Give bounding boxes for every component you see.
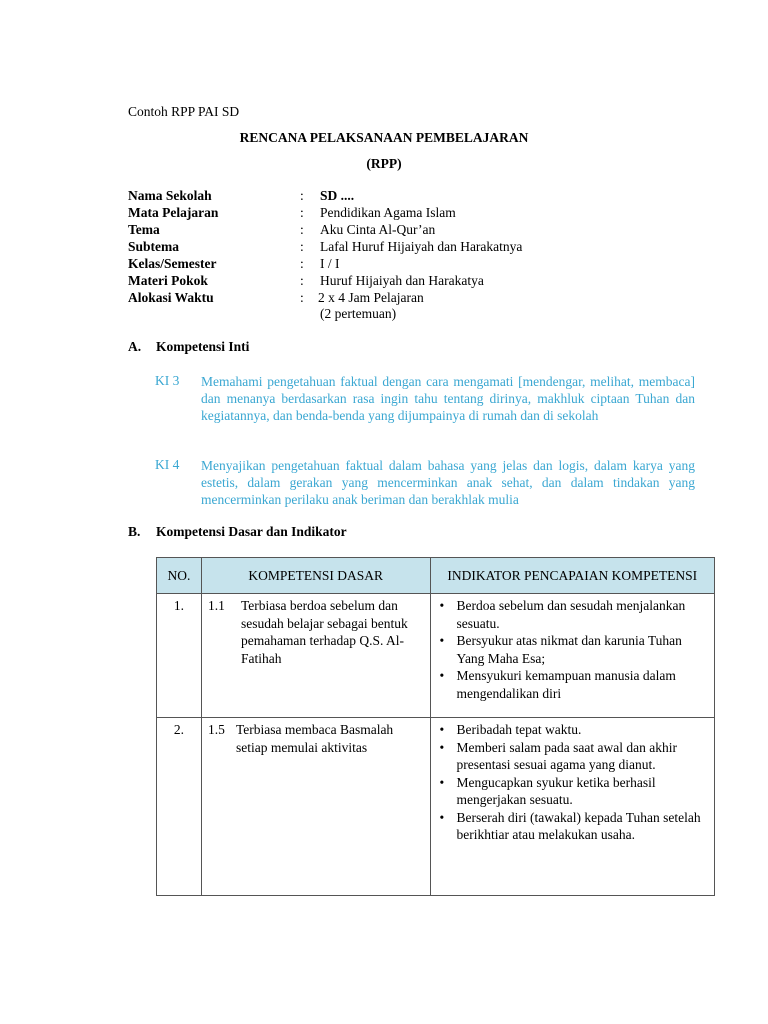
bullet-icon: • [439,722,445,737]
table-row [157,594,715,718]
table-row [157,718,715,896]
list-item: • Berserah diri (tawakal) kepada Tuhan setelah berikhtiar atau melakukan usaha. [439,809,701,842]
identity-value-class: I / I [320,256,340,271]
identity-value-time-note: (2 pertemuan) [320,306,397,321]
document-title: RENCANA PELAKSANAAN PEMBELAJARAN [239,130,529,145]
identity-value-school: SD .... [320,188,355,203]
section-a-title: Kompetensi Inti [156,339,250,354]
identity-colon: : [300,222,304,237]
identity-label-subtheme: Subtema [128,239,180,254]
identity-value-subtheme: Lafal Huruf Hijaiyah dan Harakatnya [320,239,523,254]
identity-label-material: Materi Pokok [128,273,208,288]
list-item: • Mengucapkan syukur ketika berhasil mengerjakan sesuatu. [439,774,656,807]
identity-colon: : [300,239,304,254]
section-b-letter: B. [128,524,141,539]
kd-cell [201,718,430,896]
identity-label-school: Nama Sekolah [128,188,212,203]
list-item: • Bersyukur atas nikmat dan karunia Tuhan Yang Maha Esa; [439,633,682,666]
kd-number: 1.1 [207,598,225,613]
document-header-label: Contoh RPP PAI SD [128,104,240,119]
identity-colon: : [300,256,304,271]
identity-value-subject: Pendidikan Agama Islam [320,205,456,220]
list-item: • Memberi salam pada saat awal dan akhir presentasi sesuai agama yang dianut. [439,739,677,772]
bullet-icon: • [439,809,445,825]
row-number: 2. [157,718,202,896]
row-number: 1. [157,594,202,718]
section-a-letter: A. [128,339,142,354]
ki3-code: KI 3 [155,373,180,388]
identity-label-theme: Tema [128,222,160,237]
identity-label-time: Alokasi Waktu [128,290,214,305]
table-header-row [157,558,715,594]
indicator-cell [430,594,714,718]
ki3-text: Memahami pengetahuan faktual dengan cara mengamati [mendengar, melihat, membaca] dan menanya berdasarkan rasa ingin tahu tentang dirinya, makhluk ciptaan Tuhan dan kegiatannya, dan benda-benda yang dijumpainya di rumah dan di sekolah [201,374,695,423]
identity-colon: : [300,205,304,220]
identity-colon: : [300,273,304,288]
identity-value-theme: Aku Cinta Al-Qur’an [320,222,436,237]
identity-colon: : [300,188,304,203]
list-item: • Mensyukuri kemampuan manusia dalam mengendalikan diri [439,668,676,701]
bullet-icon: • [439,668,445,683]
kd-text: Terbiasa membaca Basmalah setiap memulai aktivitas [235,722,394,755]
bullet-icon: • [439,739,445,755]
document-subtitle: (RPP) [366,156,402,171]
competency-table [156,557,715,896]
kd-text: Terbiasa berdoa sebelum dan sesudah belajar sebagai bentuk pemahaman terhadap Q.S. Al-Fatihah [240,598,408,666]
ki4-code: KI 4 [155,457,180,472]
identity-label-subject: Mata Pelajaran [128,205,219,220]
bullet-icon: • [439,598,445,613]
list-item: • Beribadah tepat waktu. [439,722,582,737]
header-indikator: INDIKATOR PENCAPAIAN KOMPETENSI [430,558,714,594]
identity-value-time: 2 x 4 Jam Pelajaran [318,290,424,305]
header-no: NO. [157,558,202,594]
header-kompetensi-dasar: KOMPETENSI DASAR [201,558,430,594]
identity-label-class: Kelas/Semester [128,256,217,271]
bullet-icon: • [439,774,445,790]
list-item: • Berdoa sebelum dan sesudah menjalankan sesuatu. [439,598,686,631]
identity-colon: : [300,290,304,305]
indicator-list [437,597,708,702]
section-b-title: Kompetensi Dasar dan Indikator [156,524,347,539]
indicator-cell [430,718,714,896]
ki4-text: Menyajikan pengetahuan faktual dalam bahasa yang jelas dan logis, dalam karya yang estetis, dalam gerakan yang mencerminkan anak sehat, dan dalam tindakan yang mencerminkan perilaku anak beriman dan berakhlak mulia [201,458,695,507]
indicator-list [437,721,708,844]
kd-cell [201,594,430,718]
bullet-icon: • [439,633,445,648]
identity-value-material: Huruf Hijaiyah dan Harakatya [320,273,484,288]
kd-number: 1.5 [207,722,225,737]
